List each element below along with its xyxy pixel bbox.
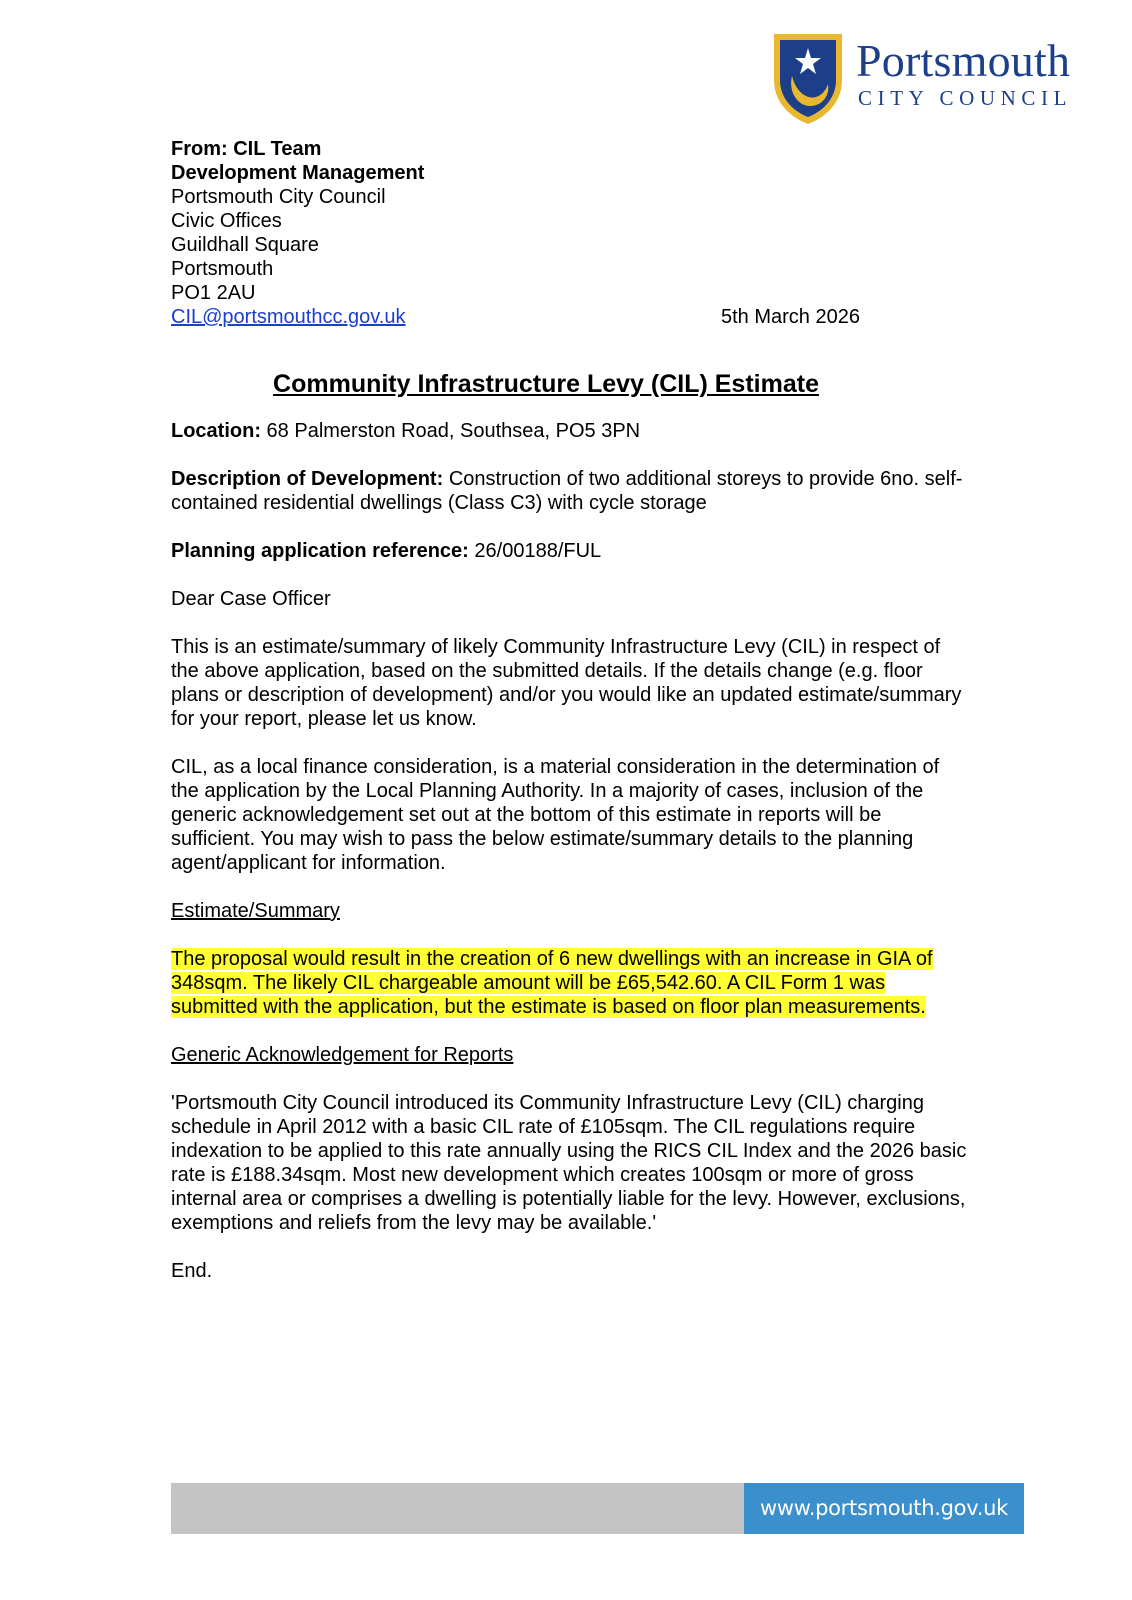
- location-value: 68 Palmerston Road, Southsea, PO5 3PN: [261, 420, 641, 442]
- sender-address-line: Guildhall Square: [171, 234, 319, 256]
- sender-block: [171, 137, 971, 329]
- letter-date: 5th March 2026: [721, 306, 860, 328]
- reference-label: Planning application reference:: [171, 540, 469, 562]
- intro-paragraph: This is an estimate/summary of likely Community Infrastructure Levy (CIL) in respect of the above application, based on the submitted details. If the details change (e.g. floor plans or description of development) and/or you would like an updated estimate/summary for your report, please let us know.: [171, 636, 962, 730]
- sender-address-line: PO1 2AU: [171, 282, 256, 304]
- reference-value: 26/00188/FUL: [468, 540, 602, 562]
- sender-address-line: Portsmouth City Council: [171, 186, 386, 208]
- acknowledgement-heading: Generic Acknowledgement for Reports: [171, 1044, 514, 1066]
- sender-from: From: CIL Team: [171, 138, 322, 160]
- location-line: [171, 419, 971, 443]
- crest-icon: [770, 30, 846, 126]
- salutation: Dear Case Officer: [171, 588, 331, 610]
- estimate-paragraph: [171, 947, 971, 1019]
- location-label: Location:: [171, 420, 261, 442]
- sender-address-line: Portsmouth: [171, 258, 274, 280]
- sender-department: Development Management: [171, 162, 425, 184]
- logo-subtitle: CITY COUNCIL: [858, 86, 1072, 110]
- document-title: Community Infrastructure Levy (CIL) Estimate: [273, 370, 819, 398]
- description-label: Description of Development:: [171, 468, 444, 490]
- logo-name: Portsmouth: [856, 35, 1071, 86]
- estimate-heading: Estimate/Summary: [171, 900, 340, 922]
- consideration-paragraph: CIL, as a local finance consideration, is a material consideration in the determination of the application by the Local Planning Authority. In a majority of cases, inclusion of the generic acknowledgement set out at the bottom of this estimate in reports will be sufficient. You may wish to pass the below estimate/summary details to the planning agent/applicant for information.: [171, 756, 940, 874]
- email-date-row: [171, 305, 971, 329]
- acknowledgement-paragraph: 'Portsmouth City Council introduced its Community Infrastructure Levy (CIL) charging schedule in April 2012 with a basic CIL rate of £105sqm. The CIL regulations require indexation to be applied to this rate annually using the RICS CIL Index and the 2026 basic rate is £188.34sqm. Most new development which creates 100sqm or more of gross internal area or comprises a dwelling is potentially liable for the levy. However, exclusions, exemptions and reliefs from the levy may be available.': [171, 1092, 967, 1234]
- email-link[interactable]: CIL@portsmouthcc.gov.uk: [171, 306, 406, 328]
- footer-url[interactable]: www.portsmouth.gov.uk: [744, 1483, 1024, 1534]
- closing: End.: [171, 1260, 213, 1282]
- reference-line: [171, 539, 971, 563]
- sender-address-line: Civic Offices: [171, 210, 282, 232]
- estimate-highlighted-text: The proposal would result in the creation of 6 new dwellings with an increase in GIA of 348sqm. The likely CIL chargeable amount will be £65,542.60. A CIL Form 1 was submitted with the application, but the estimate is based on floor plan measurements.: [171, 948, 933, 1018]
- description-line: [171, 467, 971, 515]
- council-logo: [770, 30, 1090, 130]
- letter-body: [171, 137, 971, 1283]
- description-value: Construction of two additional storeys to provide 6no. self-contained residential dwellings (Class C3) with cycle storage: [171, 468, 963, 514]
